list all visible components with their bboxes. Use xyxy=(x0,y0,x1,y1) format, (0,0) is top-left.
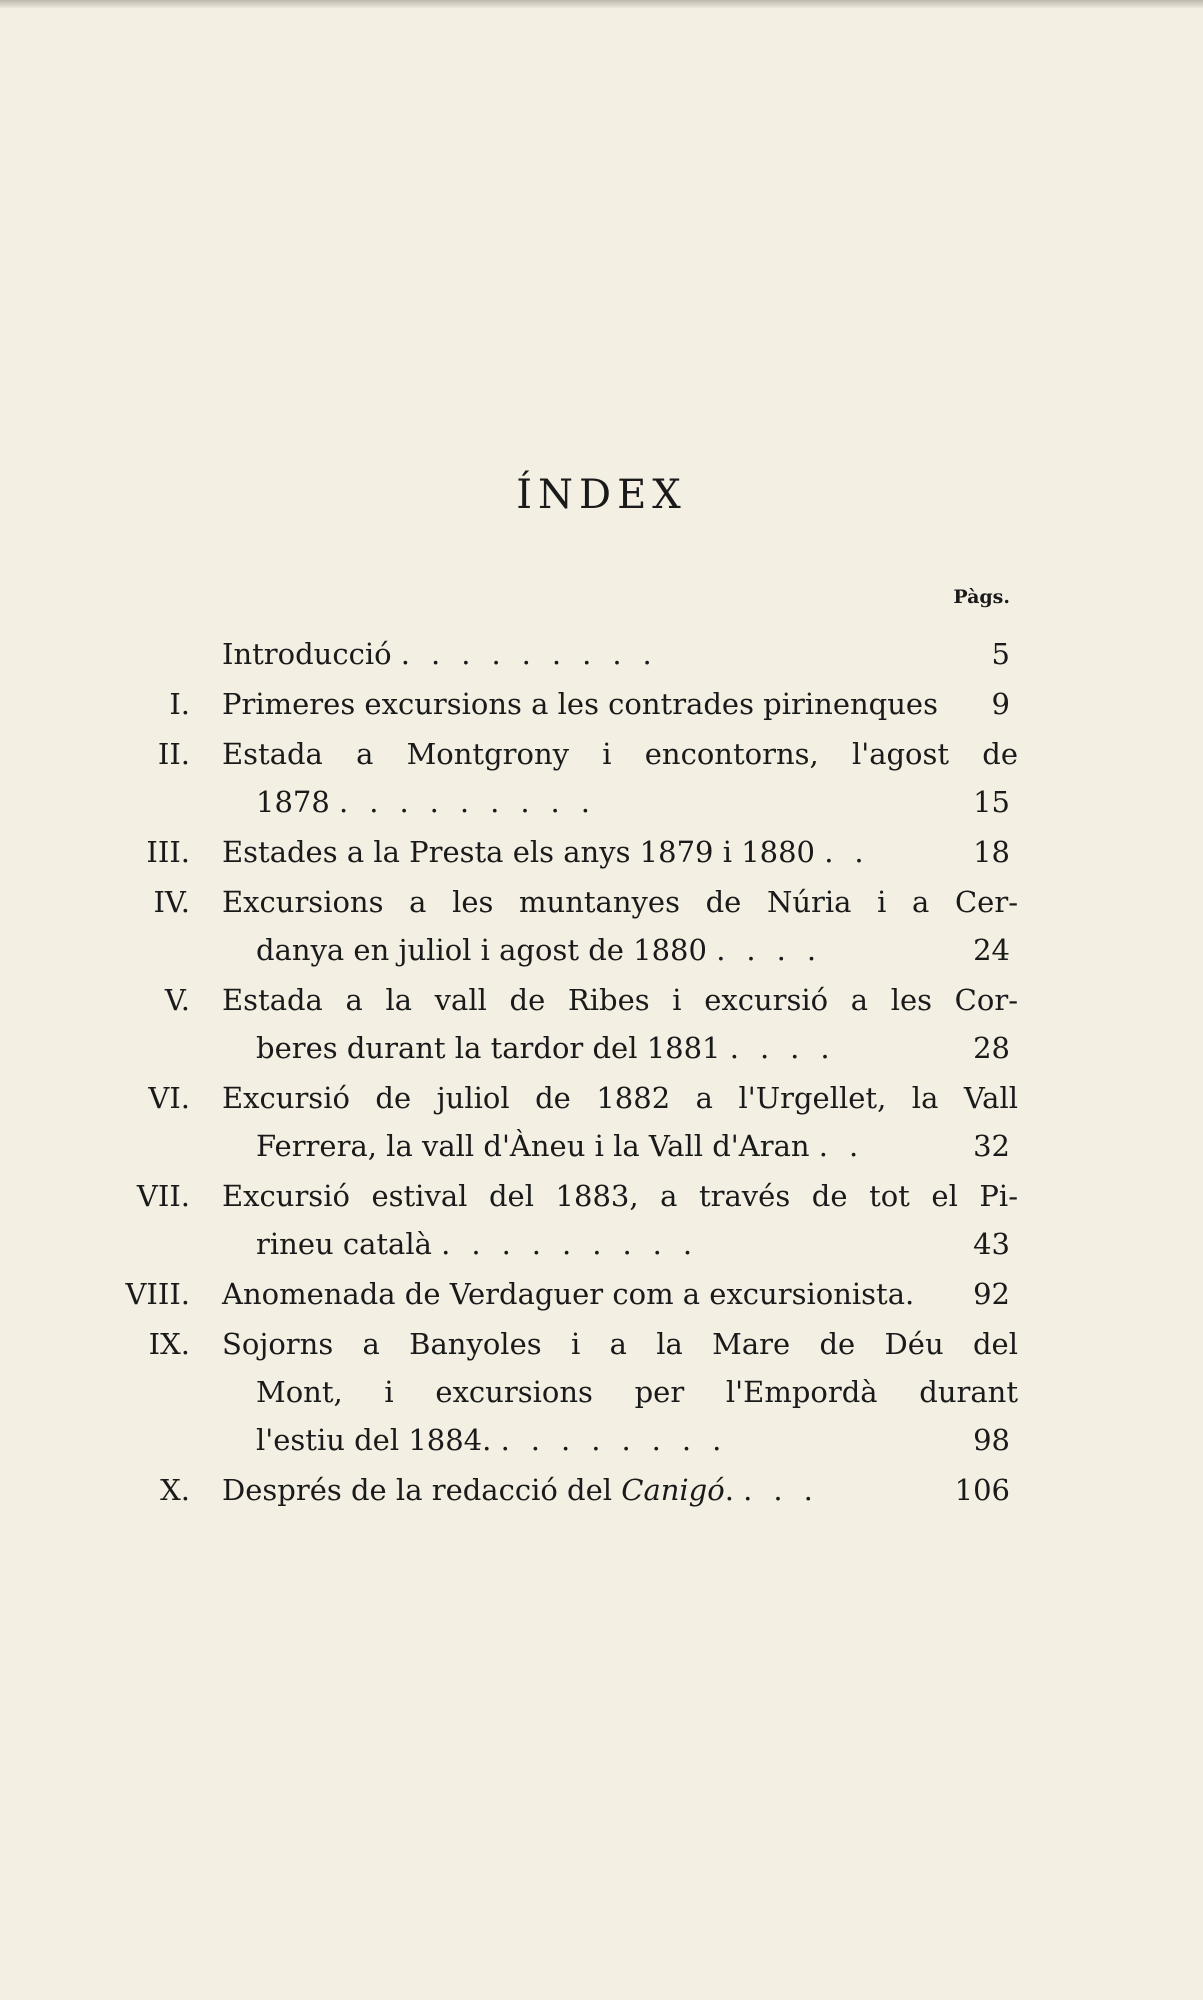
toc-entry xyxy=(110,976,1018,1072)
dot-leader: ... xyxy=(743,1473,834,1507)
toc-entry xyxy=(110,878,1018,974)
toc-entry-title-text: Ferrera, la vall d'Àneu i la Vall d'Aran xyxy=(256,1129,810,1163)
toc-entry-line xyxy=(110,878,1018,926)
toc-entry-number: IV. xyxy=(153,885,190,919)
toc-entry-title-text: Excursió estival del 1883, a través de tot el Pi- xyxy=(222,1179,1018,1213)
toc-entry-page: 98 xyxy=(973,1423,1010,1457)
page-top-edge xyxy=(0,0,1203,8)
dot-leader: .... xyxy=(716,933,838,967)
toc-entry-number: V. xyxy=(164,983,190,1017)
toc-entry-title xyxy=(222,1320,1022,1368)
toc-entry-title xyxy=(222,630,1022,678)
pages-column-header: Pàgs. xyxy=(953,586,1010,608)
toc-entry-line xyxy=(110,976,1018,1024)
toc-entry-title xyxy=(222,976,1022,1024)
toc-entry-page: 106 xyxy=(954,1473,1010,1507)
toc-entry-title-text: Estada a Montgrony i encontorns, l'agost de xyxy=(222,737,1018,771)
toc-entry-title-text: Excursió de juliol de 1882 a l'Urgellet, la Vall xyxy=(222,1081,1018,1115)
toc-entry-line xyxy=(110,778,1010,826)
toc-entry-line xyxy=(110,1270,1010,1318)
toc-entry-title-text: rineu català xyxy=(256,1227,432,1261)
toc-entry-title xyxy=(222,680,1022,728)
toc-entry-title xyxy=(222,730,1022,778)
toc-entry-title xyxy=(222,878,1022,926)
toc-entry-number: X. xyxy=(160,1473,190,1507)
dot-leader: ........ xyxy=(500,1423,743,1457)
dot-leader: .. xyxy=(818,1129,880,1163)
toc-entry-number: VII. xyxy=(136,1179,190,1213)
toc-entry-title-text: l'estiu del 1884. xyxy=(256,1423,492,1457)
toc-entry-page: 28 xyxy=(973,1031,1010,1065)
toc-entry-title-text: Introducció xyxy=(222,637,392,671)
toc-entry-title-text: Primeres excursions a les contrades pirinenques xyxy=(222,687,938,721)
toc-entry-line xyxy=(110,828,1010,876)
toc-entry-title xyxy=(256,1368,1056,1416)
dot-leader: .. xyxy=(824,835,885,869)
toc-entry-page: 43 xyxy=(973,1227,1010,1261)
toc-entry-line xyxy=(110,1466,1010,1514)
toc-entry-line xyxy=(110,1416,1010,1464)
toc-entry xyxy=(110,680,1010,728)
toc-entry xyxy=(110,1320,1018,1464)
toc-entry-page: 9 xyxy=(991,687,1010,721)
toc-entry-title-text: beres durant la tardor del 1881 xyxy=(256,1031,721,1065)
toc-entry-page: 15 xyxy=(973,785,1010,819)
toc-entry-number: I. xyxy=(169,687,190,721)
toc-entry xyxy=(110,730,1018,826)
toc-entry-number: II. xyxy=(157,737,190,771)
toc-entry-number: VIII. xyxy=(125,1277,190,1311)
toc-entry-line xyxy=(110,1368,1018,1416)
toc-entry-page: 24 xyxy=(973,933,1010,967)
table-of-contents xyxy=(110,630,1018,1516)
toc-entry-page: 18 xyxy=(973,835,1010,869)
dot-leader: ......... xyxy=(400,637,673,671)
toc-entry xyxy=(110,828,1010,876)
toc-entry-title xyxy=(222,1172,1022,1220)
toc-entry-title-text: 1878 xyxy=(256,785,330,819)
toc-entry-number: VI. xyxy=(148,1081,190,1115)
toc-entry xyxy=(110,1074,1018,1170)
toc-entry-line xyxy=(110,730,1018,778)
dot-leader: .... xyxy=(729,1031,851,1065)
toc-entry-line xyxy=(110,1220,1010,1268)
toc-entry-line xyxy=(110,1122,1010,1170)
toc-entry-title xyxy=(222,1466,1022,1514)
toc-entry-page: 5 xyxy=(991,637,1010,671)
toc-entry xyxy=(110,1466,1010,1514)
toc-entry-title xyxy=(222,828,1022,876)
toc-entry-line xyxy=(110,1074,1018,1122)
toc-entry-title xyxy=(222,1270,1022,1318)
toc-entry-page: 92 xyxy=(973,1277,1010,1311)
toc-entry xyxy=(110,1172,1018,1268)
toc-entry-title-text: Estades a la Presta els anys 1879 i 1880 xyxy=(222,835,815,869)
toc-entry-title xyxy=(222,1074,1022,1122)
dot-leader: ......... xyxy=(339,785,611,819)
toc-entry-title-text: Després de la redacció del Canigó. xyxy=(222,1473,734,1507)
toc-entry-line xyxy=(110,1320,1018,1368)
toc-entry xyxy=(110,630,1010,678)
toc-entry-page: 32 xyxy=(973,1129,1010,1163)
toc-entry-title-text: Mont, i excursions per l'Empordà durant xyxy=(256,1375,1018,1409)
toc-entry-title-text: Estada a la vall de Ribes i excursió a les Cor- xyxy=(222,983,1018,1017)
toc-entry-title-text: Sojorns a Banyoles i a la Mare de Déu del xyxy=(222,1327,1018,1361)
toc-entry-title-text: Excursions a les muntanyes de Núria i a Cer- xyxy=(222,885,1018,919)
toc-entry-title-text: danya en juliol i agost de 1880 xyxy=(256,933,707,967)
toc-entry xyxy=(110,1270,1010,1318)
toc-entry-line xyxy=(110,1024,1010,1072)
page-title: ÍNDEX xyxy=(516,472,687,518)
dot-leader: ......... xyxy=(441,1227,714,1261)
toc-entry-title-text: Anomenada de Verdaguer com a excursionista. xyxy=(222,1277,915,1311)
toc-entry-line xyxy=(110,680,1010,728)
toc-entry-line xyxy=(110,630,1010,678)
toc-entry-number: III. xyxy=(146,835,190,869)
toc-entry-number: IX. xyxy=(148,1327,190,1361)
toc-entry-line xyxy=(110,1172,1018,1220)
toc-entry-line xyxy=(110,926,1010,974)
